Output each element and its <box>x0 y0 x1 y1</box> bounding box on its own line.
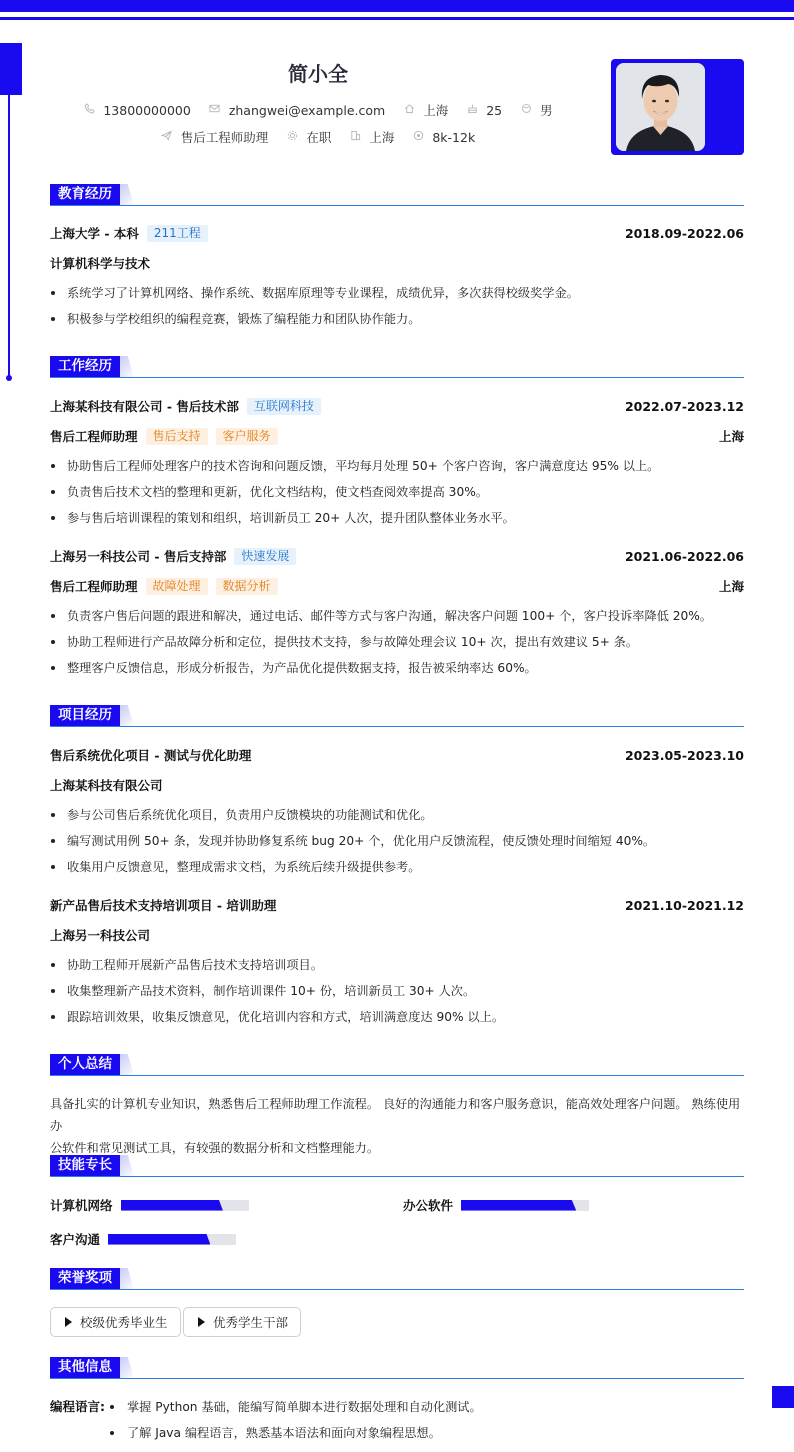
list-item: 协助售后工程师处理客户的技术咨询和问题反馈，平均每月处理 50+ 个客户咨询，客户满意度达 95% 以上。 <box>50 457 744 475</box>
phone-icon <box>83 103 95 117</box>
work-date: 2022.07-2023.12 <box>624 398 744 414</box>
section-rule <box>50 205 744 206</box>
section-rule <box>50 1075 744 1076</box>
work-location: 上海 <box>718 579 744 594</box>
section-rule <box>50 1289 744 1290</box>
intent-status: 在职 <box>286 128 331 146</box>
work-2-header <box>50 546 744 566</box>
mail-icon <box>209 103 221 117</box>
list-item: 收集用户反馈意见，整理成需求文档，为系统后续升级提供参考。 <box>50 858 744 876</box>
list-item: 了解 Java 编程语言，熟悉基本语法和面向对象编程思想。 <box>110 1423 730 1443</box>
project-title: 售后系统优化项目 - 测试与优化助理 <box>50 748 252 763</box>
work-section-header <box>50 356 744 380</box>
section-rule <box>50 1378 744 1379</box>
intent-location: 上海 <box>349 128 394 146</box>
education-section-header <box>50 184 744 208</box>
contact-city: 上海 <box>403 101 448 119</box>
list-item: 整理客户反馈信息，形成分析报告，为产品优化提供数据支持，报告被采纳率达 60%。 <box>50 659 744 677</box>
summary-text <box>50 1093 744 1159</box>
contact-gender: 男 <box>520 101 553 119</box>
work-role: 售后工程师助理 <box>50 429 138 444</box>
list-item: 负责售后技术文档的整理和更新，优化文档结构，使文档查阅效率提高 30%。 <box>50 483 744 501</box>
skill-name: 办公软件 <box>403 1198 454 1213</box>
list-item: 收集整理新产品技术资料，制作培训课件 10+ 份，培训新员工 30+ 人次。 <box>50 982 744 1000</box>
section-title: 项目经历 <box>50 705 120 726</box>
project-2-company-row <box>50 925 744 945</box>
honor-badge <box>50 1307 181 1337</box>
resume-name: 简小全 <box>288 62 348 86</box>
list-item: 积极参与学校组织的编程竞赛，锻炼了编程能力和团队协作能力。 <box>50 310 744 328</box>
work-1-role-row <box>50 426 744 446</box>
home-icon <box>403 103 415 117</box>
intent-position: 售后工程师助理 <box>161 128 269 146</box>
section-title: 其他信息 <box>50 1357 120 1378</box>
work-skill-tag: 数据分析 <box>216 578 278 595</box>
list-item: 系统学习了计算机网络、操作系统、数据库原理等专业课程，成绩优异，多次获得校级奖学金。 <box>50 284 744 302</box>
work-company: 上海某科技有限公司 - 售后技术部 <box>50 399 239 414</box>
project-1-company-row <box>50 775 744 795</box>
work-skill-tag: 客户服务 <box>216 428 278 445</box>
summary-line: 公软件和常见测试工具，有较强的数据分析和文档整理能力。 <box>50 1141 380 1155</box>
project-company: 上海另一科技公司 <box>50 928 151 943</box>
work-role: 售后工程师助理 <box>50 579 138 594</box>
status-icon <box>286 130 298 144</box>
triangle-right-icon <box>198 1317 205 1327</box>
section-title: 工作经历 <box>50 356 120 377</box>
contact-phone: 13800000000 <box>83 103 190 118</box>
section-rule <box>50 726 744 727</box>
section-title: 教育经历 <box>50 184 120 205</box>
honor-badge <box>183 1307 301 1337</box>
building-icon <box>349 130 361 144</box>
send-icon <box>161 130 173 144</box>
work-skill-tag: 售后支持 <box>146 428 208 445</box>
section-title: 荣誉奖项 <box>50 1268 120 1289</box>
skill-item <box>403 1195 589 1215</box>
section-title-tail <box>120 1268 134 1289</box>
section-title-tail <box>120 184 134 205</box>
section-title: 技能专长 <box>50 1155 120 1176</box>
salary-icon <box>412 130 424 144</box>
skill-item <box>50 1195 249 1215</box>
gender-icon <box>520 103 532 117</box>
honors-section-header <box>50 1268 744 1292</box>
top-accent-bar <box>0 0 794 12</box>
intent-salary: 8k-12k <box>412 130 475 145</box>
section-rule <box>50 1176 744 1177</box>
contact-email: zhangwei@example.com <box>209 103 385 118</box>
skill-level-bar <box>461 1200 589 1211</box>
top-accent-line <box>0 17 794 20</box>
skills-section-header <box>50 1155 744 1179</box>
project-2-header <box>50 895 744 915</box>
photo-frame <box>611 59 744 155</box>
intent-row <box>0 128 636 146</box>
project-1-header <box>50 745 744 765</box>
bottom-right-accent-block <box>772 1386 794 1408</box>
other-section-header <box>50 1357 744 1381</box>
cake-icon <box>466 103 478 117</box>
list-item: 协助工程师进行产品故障分析和定位，提供技术支持，参与故障处理会议 10+ 次，提出有效建议 5+ 条。 <box>50 633 744 651</box>
list-item: 跟踪培训效果，收集反馈意见，优化培训内容和方式，培训满意度达 90% 以上。 <box>50 1008 744 1026</box>
education-major-row <box>50 253 744 273</box>
section-rule <box>50 377 744 378</box>
section-title: 个人总结 <box>50 1054 120 1075</box>
project-title: 新产品售后技术支持培训项目 - 培训助理 <box>50 898 277 913</box>
contact-age: 25 <box>466 103 502 118</box>
skill-level-fill <box>461 1200 576 1211</box>
contact-row <box>0 101 636 119</box>
section-title-tail <box>120 705 134 726</box>
summary-line: 具备扎实的计算机专业知识，熟悉售后工程师助理工作流程。 良好的沟通能力和客户服务意识，能高效处理客户问题。 熟练使用办 <box>50 1097 741 1133</box>
triangle-right-icon <box>65 1317 72 1327</box>
work-tag: 快速发展 <box>234 548 296 565</box>
skill-level-fill <box>108 1234 210 1245</box>
left-timeline-dot <box>6 375 12 381</box>
work-date: 2021.06-2022.06 <box>624 548 744 564</box>
skill-name: 客户沟通 <box>50 1232 101 1247</box>
section-title-tail <box>120 356 134 377</box>
education-school: 上海大学 - 本科 <box>50 226 139 241</box>
skill-name: 计算机网络 <box>50 1198 113 1213</box>
summary-section-header <box>50 1054 744 1078</box>
education-date: 2018.09-2022.06 <box>624 225 744 241</box>
list-item: 掌握 Python 基础，能编写简单脚本进行数据处理和自动化测试。 <box>110 1397 730 1417</box>
skill-item <box>50 1229 236 1249</box>
skill-level-bar <box>121 1200 249 1211</box>
work-2-role-row <box>50 576 744 596</box>
work-tag: 互联网科技 <box>247 398 321 415</box>
work-1-header <box>50 396 744 416</box>
education-major: 计算机科学与技术 <box>50 256 151 271</box>
projects-section-header <box>50 705 744 729</box>
honor-label: 优秀学生干部 <box>213 1315 289 1330</box>
skill-level-fill <box>121 1200 223 1211</box>
work-skill-tag: 故障处理 <box>146 578 208 595</box>
work-company: 上海另一科技公司 - 售后支持部 <box>50 549 227 564</box>
work-location: 上海 <box>718 429 744 444</box>
project-company: 上海某科技有限公司 <box>50 778 163 793</box>
profile-photo <box>616 63 705 151</box>
list-item: 参与售后培训课程的策划和组织，培训新员工 20+ 人次，提升团队整体业务水平。 <box>50 509 744 527</box>
other-label: 编程语言: <box>50 1399 105 1414</box>
list-item: 参与公司售后系统优化项目，负责用户反馈模块的功能测试和优化。 <box>50 806 744 824</box>
education-header <box>50 223 744 243</box>
section-title-tail <box>120 1357 134 1378</box>
list-item: 编写测试用例 50+ 条，发现并协助修复系统 bug 20+ 个，优化用户反馈流程，使反馈处理时间缩短 40%。 <box>50 832 744 850</box>
list-item: 负责客户售后问题的跟进和解决，通过电话、邮件等方式与客户沟通，解决客户问题 100+ 个，客户投诉率降低 20%。 <box>50 607 744 625</box>
project-date: 2023.05-2023.10 <box>624 747 744 763</box>
section-title-tail <box>120 1155 134 1176</box>
section-title-tail <box>120 1054 134 1075</box>
project-date: 2021.10-2021.12 <box>624 897 744 913</box>
honor-label: 校级优秀毕业生 <box>80 1315 168 1330</box>
skill-level-bar <box>108 1234 236 1245</box>
list-item: 协助工程师开展新产品售后技术支持培训项目。 <box>50 956 744 974</box>
education-tag: 211工程 <box>147 225 208 242</box>
